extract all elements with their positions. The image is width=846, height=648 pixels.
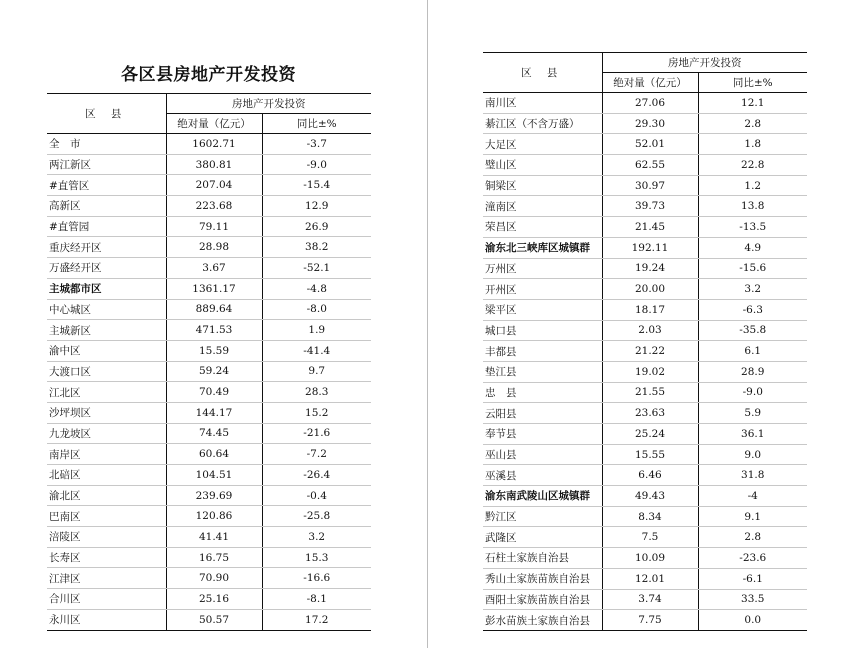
value-cell: 21.55 (602, 382, 698, 403)
pct-cell: 17.2 (262, 609, 371, 630)
table-row (47, 485, 371, 506)
value-cell: 10.09 (602, 548, 698, 569)
pct-cell: 1.9 (262, 320, 371, 341)
pct-cell: 1.2 (698, 175, 807, 196)
table-row (47, 196, 371, 217)
region-name-cell: 丰都县 (483, 341, 602, 362)
region-name-cell: 忠 县 (483, 382, 602, 403)
table-row (47, 568, 371, 589)
value-cell: 12.01 (602, 568, 698, 589)
pct-cell: 33.5 (698, 589, 807, 610)
table-row (483, 548, 807, 569)
pct-cell: 9.1 (698, 506, 807, 527)
pct-cell: -3.7 (262, 134, 371, 155)
region-name-cell: 渝东北三峡库区城镇群 (483, 237, 602, 258)
region-name-cell: 石柱土家族自治县 (483, 548, 602, 569)
table-row (47, 320, 371, 341)
pct-cell: 2.8 (698, 527, 807, 548)
pct-cell: 3.2 (262, 527, 371, 548)
investment-group-header: 房地产开发投资 (602, 53, 807, 73)
region-name-cell: 主城都市区 (47, 278, 166, 299)
table-row (47, 361, 371, 382)
table-row (47, 299, 371, 320)
pct-cell: 15.3 (262, 547, 371, 568)
pct-cell: -16.6 (262, 568, 371, 589)
region-name-cell: 云阳县 (483, 403, 602, 424)
region-name-cell: 渝中区 (47, 340, 166, 361)
value-cell: 70.90 (166, 568, 262, 589)
value-cell: 7.5 (602, 527, 698, 548)
region-name-cell: 全 市 (47, 134, 166, 155)
pct-cell: -4 (698, 486, 807, 507)
table-row (483, 424, 807, 445)
value-cell: 120.86 (166, 506, 262, 527)
left-table-body (47, 134, 371, 631)
value-cell: 1361.17 (166, 278, 262, 299)
value-column-header: 绝对量（亿元） (602, 73, 698, 93)
table-row (483, 382, 807, 403)
table-row (47, 154, 371, 175)
region-name-cell: 主城新区 (47, 320, 166, 341)
value-cell: 21.22 (602, 341, 698, 362)
value-column-header: 绝对量（亿元） (166, 114, 262, 134)
region-name-cell: 江津区 (47, 568, 166, 589)
region-name-cell: 綦江区（不含万盛） (483, 113, 602, 134)
region-name-cell: 城口县 (483, 320, 602, 341)
table-row (483, 568, 807, 589)
pct-cell: -41.4 (262, 340, 371, 361)
left-table (47, 93, 371, 631)
region-name-cell: 南岸区 (47, 444, 166, 465)
pct-cell: 9.0 (698, 444, 807, 465)
value-cell: 62.55 (602, 155, 698, 176)
value-cell: 16.75 (166, 547, 262, 568)
pct-cell: -4.8 (262, 278, 371, 299)
region-name-cell: #直管区 (47, 175, 166, 196)
table-row (483, 113, 807, 134)
value-cell: 79.11 (166, 216, 262, 237)
table-row (47, 465, 371, 486)
pct-cell: 5.9 (698, 403, 807, 424)
pct-cell: 15.2 (262, 402, 371, 423)
table-row (483, 341, 807, 362)
pct-cell: -0.4 (262, 485, 371, 506)
table-row (483, 93, 807, 114)
value-cell: 8.34 (602, 506, 698, 527)
pct-cell: -26.4 (262, 465, 371, 486)
pct-cell: -23.6 (698, 548, 807, 569)
right-table (483, 52, 807, 631)
table-row (483, 589, 807, 610)
region-name-cell: 酉阳土家族苗族自治县 (483, 589, 602, 610)
value-cell: 29.30 (602, 113, 698, 134)
pct-cell: 28.3 (262, 382, 371, 403)
region-name-cell: 万盛经开区 (47, 258, 166, 279)
region-name-cell: 潼南区 (483, 196, 602, 217)
value-cell: 889.64 (166, 299, 262, 320)
region-name-cell: 黔江区 (483, 506, 602, 527)
region-name-cell: 永川区 (47, 609, 166, 630)
table-row (47, 237, 371, 258)
value-cell: 30.97 (602, 175, 698, 196)
pct-cell: -7.2 (262, 444, 371, 465)
table-row (483, 155, 807, 176)
region-name-cell: 涪陵区 (47, 527, 166, 548)
pct-cell: -9.0 (262, 154, 371, 175)
value-cell: 3.67 (166, 258, 262, 279)
region-name-cell: 九龙坡区 (47, 423, 166, 444)
pct-cell: 4.9 (698, 237, 807, 258)
region-name-cell: 巫溪县 (483, 465, 602, 486)
region-name-cell: 江北区 (47, 382, 166, 403)
table-row (483, 258, 807, 279)
region-name-cell: 铜梁区 (483, 175, 602, 196)
table-row (47, 134, 371, 155)
value-cell: 20.00 (602, 279, 698, 300)
table-row (483, 527, 807, 548)
pct-cell: -15.4 (262, 175, 371, 196)
region-header: 区 县 (483, 53, 602, 93)
value-cell: 15.55 (602, 444, 698, 465)
value-cell: 104.51 (166, 465, 262, 486)
value-cell: 18.17 (602, 299, 698, 320)
table-row (47, 340, 371, 361)
region-name-cell: 北碚区 (47, 465, 166, 486)
pct-cell: 13.8 (698, 196, 807, 217)
value-cell: 25.16 (166, 589, 262, 610)
region-name-cell: 垫江县 (483, 361, 602, 382)
value-cell: 59.24 (166, 361, 262, 382)
table-row (483, 279, 807, 300)
region-name-cell: 合川区 (47, 589, 166, 610)
table-row (47, 609, 371, 630)
table-row (47, 175, 371, 196)
table-row (47, 278, 371, 299)
table-row (47, 258, 371, 279)
value-cell: 49.43 (602, 486, 698, 507)
value-cell: 27.06 (602, 93, 698, 114)
table-row (483, 217, 807, 238)
value-cell: 74.45 (166, 423, 262, 444)
table-row (483, 299, 807, 320)
table-row (483, 134, 807, 155)
pct-cell: -6.3 (698, 299, 807, 320)
value-cell: 223.68 (166, 196, 262, 217)
value-cell: 21.45 (602, 217, 698, 238)
value-cell: 239.69 (166, 485, 262, 506)
region-name-cell: 长寿区 (47, 547, 166, 568)
table-row (47, 382, 371, 403)
region-name-cell: 巫山县 (483, 444, 602, 465)
value-cell: 25.24 (602, 424, 698, 445)
pct-column-header: 同比±% (262, 114, 371, 134)
table-row (483, 196, 807, 217)
pct-cell: -35.8 (698, 320, 807, 341)
value-cell: 7.75 (602, 610, 698, 631)
table-row (483, 361, 807, 382)
value-cell: 207.04 (166, 175, 262, 196)
region-name-cell: 巴南区 (47, 506, 166, 527)
pct-cell: -8.1 (262, 589, 371, 610)
table-row (483, 320, 807, 341)
region-name-cell: 开州区 (483, 279, 602, 300)
pct-cell: 38.2 (262, 237, 371, 258)
table-row (483, 610, 807, 631)
pct-cell: 1.8 (698, 134, 807, 155)
pct-cell: -25.8 (262, 506, 371, 527)
region-name-cell: 重庆经开区 (47, 237, 166, 258)
value-cell: 52.01 (602, 134, 698, 155)
value-cell: 60.64 (166, 444, 262, 465)
pct-cell: 28.9 (698, 361, 807, 382)
table-row (47, 527, 371, 548)
region-name-cell: 渝东南武陵山区城镇群 (483, 486, 602, 507)
table-row (483, 237, 807, 258)
pct-cell: 2.8 (698, 113, 807, 134)
value-cell: 15.59 (166, 340, 262, 361)
value-cell: 19.02 (602, 361, 698, 382)
value-cell: 28.98 (166, 237, 262, 258)
region-name-cell: 沙坪坝区 (47, 402, 166, 423)
right-table-body (483, 93, 807, 631)
value-cell: 2.03 (602, 320, 698, 341)
region-name-cell: 渝北区 (47, 485, 166, 506)
investment-group-header: 房地产开发投资 (166, 94, 371, 114)
region-name-cell: 高新区 (47, 196, 166, 217)
table-row (47, 444, 371, 465)
value-cell: 41.41 (166, 527, 262, 548)
region-name-cell: 南川区 (483, 93, 602, 114)
page-title: 各区县房地产开发投资 (121, 65, 296, 85)
pct-cell: -21.6 (262, 423, 371, 444)
pct-cell: 12.1 (698, 93, 807, 114)
pct-cell: -6.1 (698, 568, 807, 589)
region-name-cell: 奉节县 (483, 424, 602, 445)
table-row (47, 589, 371, 610)
region-name-cell: 大足区 (483, 134, 602, 155)
region-name-cell: 璧山区 (483, 155, 602, 176)
pct-column-header: 同比±% (698, 73, 807, 93)
region-header: 区 县 (47, 94, 166, 134)
value-cell: 192.11 (602, 237, 698, 258)
table-row (47, 506, 371, 527)
table-row (47, 423, 371, 444)
region-name-cell: #直管园 (47, 216, 166, 237)
value-cell: 3.74 (602, 589, 698, 610)
pct-cell: 31.8 (698, 465, 807, 486)
pct-cell: -8.0 (262, 299, 371, 320)
region-name-cell: 武隆区 (483, 527, 602, 548)
pct-cell: -52.1 (262, 258, 371, 279)
region-name-cell: 两江新区 (47, 154, 166, 175)
page-divider (427, 0, 428, 648)
region-name-cell: 万州区 (483, 258, 602, 279)
value-cell: 23.63 (602, 403, 698, 424)
table-row (483, 486, 807, 507)
value-cell: 19.24 (602, 258, 698, 279)
value-cell: 39.73 (602, 196, 698, 217)
value-cell: 70.49 (166, 382, 262, 403)
table-row (47, 216, 371, 237)
pct-cell: 0.0 (698, 610, 807, 631)
pct-cell: -9.0 (698, 382, 807, 403)
region-name-cell: 荣昌区 (483, 217, 602, 238)
value-cell: 6.46 (602, 465, 698, 486)
region-name-cell: 大渡口区 (47, 361, 166, 382)
table-row (483, 465, 807, 486)
pct-cell: 9.7 (262, 361, 371, 382)
region-name-cell: 中心城区 (47, 299, 166, 320)
value-cell: 144.17 (166, 402, 262, 423)
table-row (47, 547, 371, 568)
table-row (483, 403, 807, 424)
table-row (483, 444, 807, 465)
table-row (483, 506, 807, 527)
region-name-cell: 彭水苗族土家族自治县 (483, 610, 602, 631)
pct-cell: 6.1 (698, 341, 807, 362)
value-cell: 380.81 (166, 154, 262, 175)
pct-cell: 22.8 (698, 155, 807, 176)
pct-cell: -13.5 (698, 217, 807, 238)
pct-cell: 26.9 (262, 216, 371, 237)
pct-cell: 3.2 (698, 279, 807, 300)
value-cell: 471.53 (166, 320, 262, 341)
table-row (47, 402, 371, 423)
region-name-cell: 秀山土家族苗族自治县 (483, 568, 602, 589)
value-cell: 50.57 (166, 609, 262, 630)
region-name-cell: 梁平区 (483, 299, 602, 320)
pct-cell: 12.9 (262, 196, 371, 217)
value-cell: 1602.71 (166, 134, 262, 155)
pct-cell: 36.1 (698, 424, 807, 445)
pct-cell: -15.6 (698, 258, 807, 279)
table-row (483, 175, 807, 196)
